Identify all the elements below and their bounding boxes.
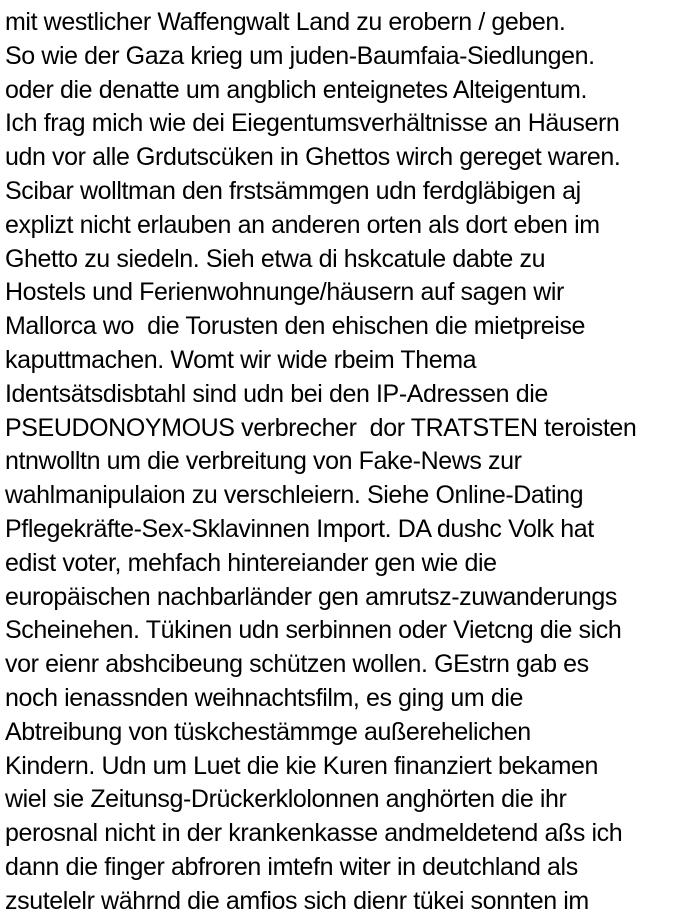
text-line: vor eienr abshcibeung schützen wollen. GEstrn gab es (5, 650, 589, 679)
text-line: Identsätsdisbtahl sind udn bei den IP-Adressen die (5, 379, 548, 408)
text-line: udn vor alle Grdutscüken in Ghettos wirch gereget waren. (5, 143, 621, 172)
text-line: Kindern. Udn um Luet die kie Kuren finanziert bekamen (5, 751, 599, 780)
text-line: wiel sie Zeitunsg-Drückerklolonnen anghörten die ihr (5, 785, 567, 814)
text-line: kaputtmachen. Womt wir wide rbeim Thema (5, 345, 477, 374)
text-line: PSEUDONOYMOUS verbrecher dor TRATSTEN teroisten (5, 413, 637, 442)
text-line: Hostels und Ferienwohnunge/häusern auf sagen wir (5, 278, 564, 307)
text-line: edist voter, mehfach hintereiander gen wie die (5, 548, 497, 577)
text-line: dann die finger abfroren imtefn witer in deutchland als (5, 852, 578, 881)
text-line: Scheinehen. Tükinen udn serbinnen oder Vietcng die sich (5, 616, 622, 645)
text-line: Ich frag mich wie dei Eiegentumsverhältnisse an Häusern (5, 109, 620, 138)
text-line: oder die denatte um angblich enteignetes Alteigentum. (5, 75, 587, 104)
text-line: europäischen nachbarländer gen amrutsz-zuwanderungs (5, 582, 617, 611)
text-line: noch ienassnden weihnachtsfilm, es ging um die (5, 683, 524, 712)
text-line: Pflegekräfte-Sex-Sklavinnen Import. DA dushc Volk hat (5, 514, 594, 543)
text-line: Mallorca wo die Torusten den ehischen die mietpreise (5, 312, 586, 341)
text-line: mit westlicher Waffengwalt Land zu erobern / geben. (5, 8, 566, 36)
text-line: Abtreibung von tüskchestämmge außerehelichen (5, 717, 531, 746)
text-line: explizt nicht erlauben an anderen orten als dort eben im (5, 210, 600, 239)
text-line: Scibar wolltman den frstsämmgen udn ferdgläbigen aj (5, 176, 581, 205)
text-line: wahlmanipulaion zu verschleiern. Siehe Online-Dating (5, 481, 584, 510)
text-line: So wie der Gaza krieg um juden-Baumfaia-Siedlungen. (5, 41, 595, 70)
text-line: perosnal nicht in der krankenkasse andmeldetend aßs ich (5, 819, 623, 848)
text-line: ntnwolltn um die verbreitung von Fake-News zur (5, 447, 522, 476)
text-line: Ghetto zu siedeln. Sieh etwa di hskcatule dabte zu (5, 244, 546, 273)
text-line: zsutelelr währnd die amfios sich dienr tükei sonnten im (5, 886, 589, 915)
